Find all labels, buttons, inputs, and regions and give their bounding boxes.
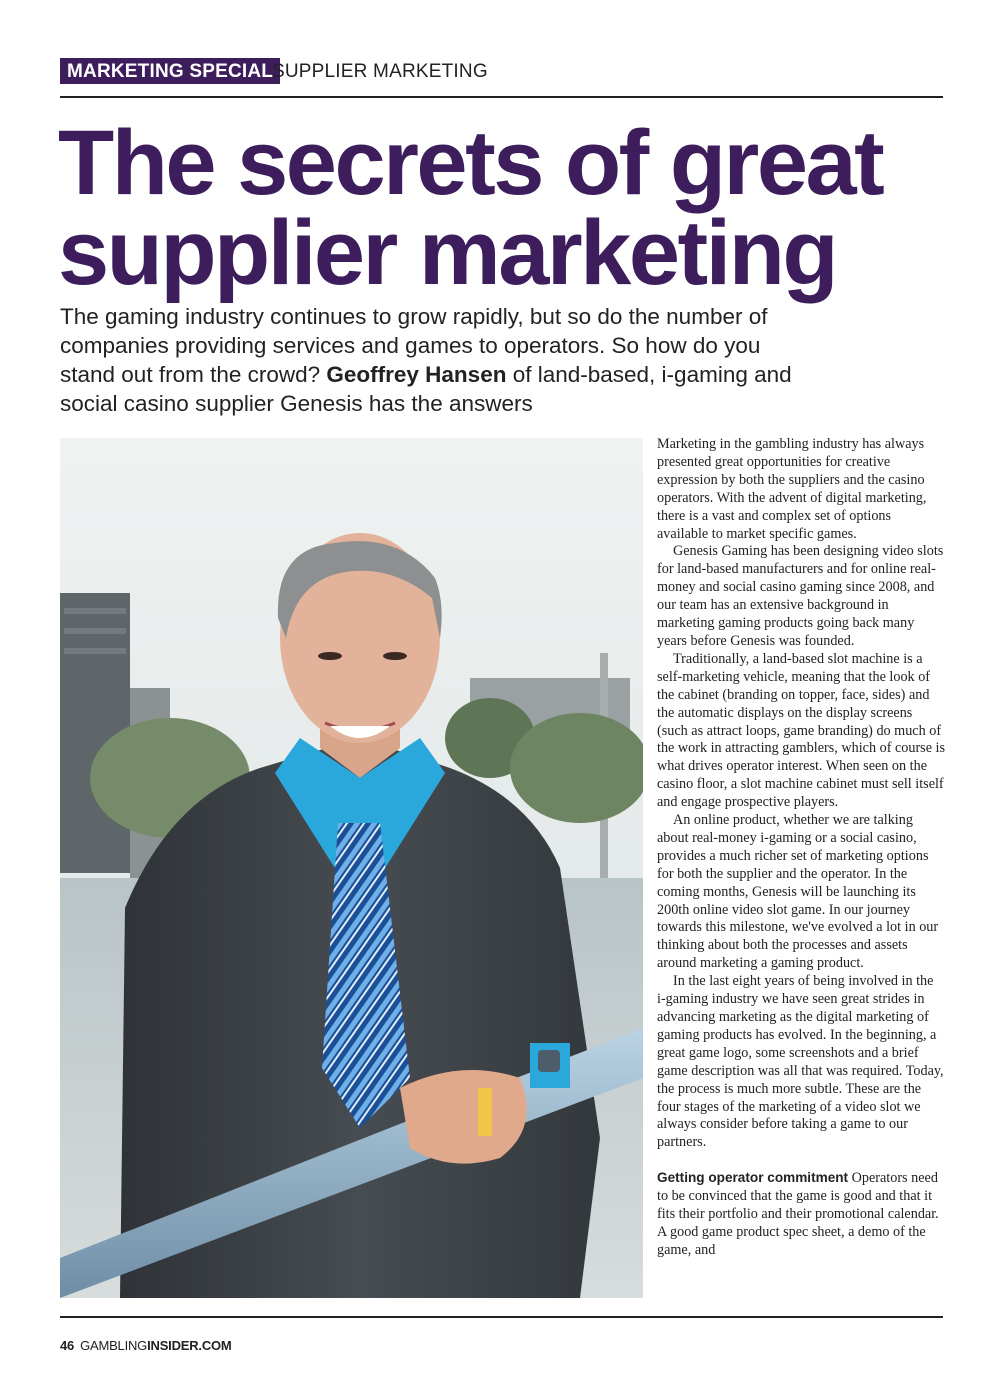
body-paragraph: Traditionally, a land-based slot machine is a self-marketing vehicle, meaning that the look of the cabinet (branding on topper, face, sides) and the automatic displays on the display screens (such as attract loops, game branding) do much of the work in attracting gamblers, which of course is what drives operator interest. When seen on the casino floor, a slot machine cabinet must sell itself and engage prospective players.	[657, 650, 946, 811]
publication-name-bold: INSIDER.COM	[147, 1338, 232, 1353]
subhead: Getting operator commitment	[657, 1170, 849, 1186]
headline	[58, 112, 958, 304]
author-name: Geoffrey Hansen	[326, 362, 507, 387]
body-paragraph: In the last eight years of being involved in the i-gaming industry we have seen great strides in advancing marketing as the digital marketing of gaming products has evolved. In the beginning, a great game logo, some screenshots and a brief game description was all that was required. Today, the process is much more subtle. These are the four stages of the marketing of a video slot we always consider before taking a game to our partners.	[657, 973, 944, 1151]
page-footer	[60, 1338, 232, 1353]
portrait-photo	[60, 438, 643, 1298]
standfirst-intro: The gaming industry continues to grow rapidly, but so do the number of companies providing services and games to operators. So how do you stand out from the crowd?	[60, 304, 768, 387]
body-paragraph: Genesis Gaming has been designing video slots for land-based manufacturers and for online real-money and social casino gaming since 2008, and our team has an extensive background in marketing gaming products going back many years before Genesis was founded.	[657, 543, 944, 649]
page-number: 46	[60, 1338, 75, 1353]
subhead-text: Operators need to be convinced that the game is good and that it fits their portfolio and their promotional calendar. A good game product spec sheet, a demo of the game, and	[657, 1170, 939, 1258]
section-tag: MARKETING SPECIAL	[60, 58, 280, 84]
headline-line-2: supplier marketing	[58, 202, 837, 304]
standfirst	[60, 302, 820, 418]
body-paragraph: Marketing in the gambling industry has always presented great opportunities for creative expression by both the suppliers and the casino operators. With the advent of digital marketing, there is a vast and complex set of options available to market specific games.	[657, 436, 927, 542]
footer-divider	[60, 1316, 943, 1318]
publication-name-light: GAMBLING	[80, 1338, 148, 1353]
subhead-paragraph	[657, 1169, 945, 1260]
article-body	[657, 436, 945, 1260]
headline-line-1: The secrets of great	[58, 112, 883, 214]
standfirst-outro: of land-based, i-gaming and social casino supplier Genesis has the answers	[60, 362, 792, 416]
section-header	[60, 58, 943, 98]
section-name: SUPPLIER MARKETING	[272, 61, 488, 82]
body-paragraph: An online product, whether we are talking about real-money i-gaming or a social casino, provides a much richer set of marketing options for both the supplier and the operator. In the coming months, Genesis will be launching its 200th online video slot game. In our journey towards this milestone, we've evolved a lot in our thinking about both the processes and assets around marketing a gaming product.	[657, 812, 939, 972]
